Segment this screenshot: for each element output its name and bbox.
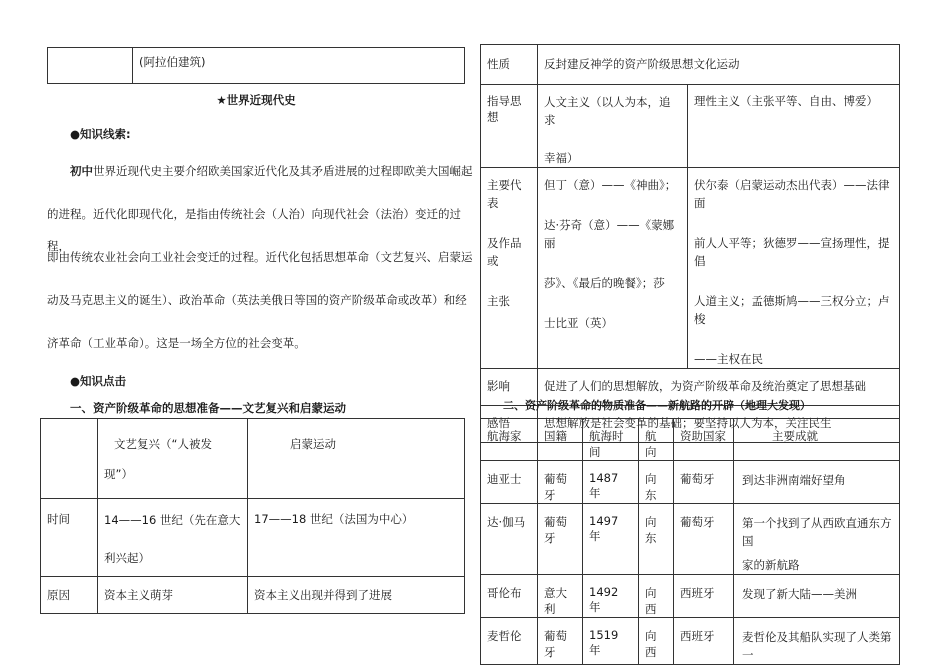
top-table-empty-cell	[48, 48, 133, 84]
renaissance-cause: 资本主义萌芽	[98, 577, 248, 614]
enlightenment-time: 17——18 世纪（法国为中心）	[248, 499, 465, 577]
row-label-influence: 影响	[481, 369, 538, 406]
paragraph-line-5: 济革命（工业革命）。这是一场全方位的社会变革。	[47, 336, 306, 350]
direction: 向东	[639, 504, 674, 575]
sponsor-country: 西班牙	[674, 575, 734, 618]
table1-corner-cell	[41, 419, 98, 499]
section2-title: 二、资产阶级革命的物质准备——新航路的开辟（地理大发现）	[503, 399, 811, 412]
paragraph-line-2: 的进程。近代化即现代化，是指由传统社会（人治）向现代社会（法治）变迁的过程，	[47, 207, 461, 253]
voyage-year: 1487 年	[583, 461, 639, 504]
direction: 向西	[639, 575, 674, 618]
header-direction: 航向	[639, 419, 674, 461]
nationality: 葡萄牙	[538, 618, 583, 665]
voyage-year: 1492 年	[583, 575, 639, 618]
table-row	[481, 618, 900, 665]
top-table-cell: (阿拉伯建筑)	[133, 48, 465, 84]
paragraph-line-1: 世界近现代史主要介绍欧美国家近代化及其矛盾进展的过程即欧美大国崛起	[93, 164, 473, 178]
table-header-row	[481, 419, 900, 461]
header-achievement: 主要成就	[734, 419, 900, 461]
nationality: 葡萄牙	[538, 461, 583, 504]
navigator-name: 哥伦布	[481, 575, 538, 618]
knowledge-points-title: ●知识点击	[70, 374, 127, 388]
sponsor-country: 葡萄牙	[674, 461, 734, 504]
row-label-representatives: 主要代表 及作品或 主张	[481, 168, 538, 369]
sponsor-country: 西班牙	[674, 618, 734, 665]
header-voyage-time: 航海时间	[583, 419, 639, 461]
renaissance-time: 14——16 世纪（先在意大 利兴起）	[98, 499, 248, 577]
header-enlightenment: 启蒙运动	[248, 419, 465, 499]
new-sea-routes-table	[480, 418, 900, 665]
voyage-year: 1497 年	[583, 504, 639, 575]
renaissance-representatives: 但丁（意）——《神曲》； 达·芬奇（意）——《蒙娜丽 莎》、《最后的晚餐》；莎 士比亚（英）	[538, 168, 688, 369]
header-sponsor: 资助国家	[674, 419, 734, 461]
navigator-name: 麦哲伦	[481, 618, 538, 665]
achievement: 第一个找到了从西欧直通东方国 家的新航路	[734, 504, 900, 575]
header-nationality: 国籍	[538, 419, 583, 461]
table-row	[481, 504, 900, 575]
achievement: 到达非洲南端好望角	[734, 461, 900, 504]
voyage-year: 1519 年	[583, 618, 639, 665]
header-renaissance: 文艺复兴（“人被发 现”）	[98, 419, 248, 499]
enlightenment-representatives: 伏尔泰（启蒙运动杰出代表）——法律面 前人人平等；狄德罗——宣扬理性，提倡 人道主义；孟德斯鸠——三权分立；卢梭 ——主权在民	[688, 168, 900, 369]
row-label-nature: 性质	[481, 45, 538, 85]
renaissance-enlightenment-table	[40, 418, 465, 614]
insight-text: 思想解放是社会变革的基础；要坚持以人为本，关注民生	[538, 406, 900, 443]
table-row	[481, 461, 900, 504]
section1-title: 一、资产阶级革命的思想准备——文艺复兴和启蒙运动	[70, 401, 346, 415]
top-table	[47, 47, 465, 84]
humanism-cell: 人文主义（以人为本，追求 幸福）	[538, 85, 688, 168]
row-label-insight: 感悟	[481, 406, 538, 443]
nationality: 葡萄牙	[538, 504, 583, 575]
knowledge-clue-title: ●知识线索:	[70, 127, 131, 141]
sponsor-country: 葡萄牙	[674, 504, 734, 575]
paragraph-line-4: 动及马克思主义的诞生）、政治革命（英法美俄日等国的资产阶级革命或改革）和经	[47, 293, 467, 307]
achievement: 麦哲伦及其船队实现了人类第一	[734, 618, 900, 665]
renaissance-enlightenment-table-continued	[480, 44, 900, 443]
table-row	[481, 575, 900, 618]
enlightenment-cause: 资本主义出现并得到了进展	[248, 577, 465, 614]
paragraph-line-3: 即由传统农业社会向工业社会变迁的过程。近代化包括思想革命（文艺复兴、启蒙运	[47, 250, 473, 264]
header-navigator: 航海家	[481, 419, 538, 461]
direction: 向东	[639, 461, 674, 504]
row-label-guiding-thought: 指导思想	[481, 85, 538, 168]
navigator-name: 达·伽马	[481, 504, 538, 575]
row-label-cause: 原因	[41, 577, 98, 614]
achievement: 发现了新大陆——美洲	[734, 575, 900, 618]
rationalism-cell: 理性主义（主张平等、自由、博爱）	[688, 85, 900, 168]
nature-text: 反封建反神学的资产阶级思想文化运动	[538, 45, 900, 85]
paragraph-bold-start: 初中	[70, 164, 93, 178]
section-heading: ★世界近现代史	[216, 93, 296, 107]
direction: 向西	[639, 618, 674, 665]
navigator-name: 迪亚士	[481, 461, 538, 504]
nationality: 意大利	[538, 575, 583, 618]
row-label-time: 时间	[41, 499, 98, 577]
influence-text: 促进了人们的思想解放，为资产阶级革命及统治奠定了思想基础	[538, 369, 900, 406]
